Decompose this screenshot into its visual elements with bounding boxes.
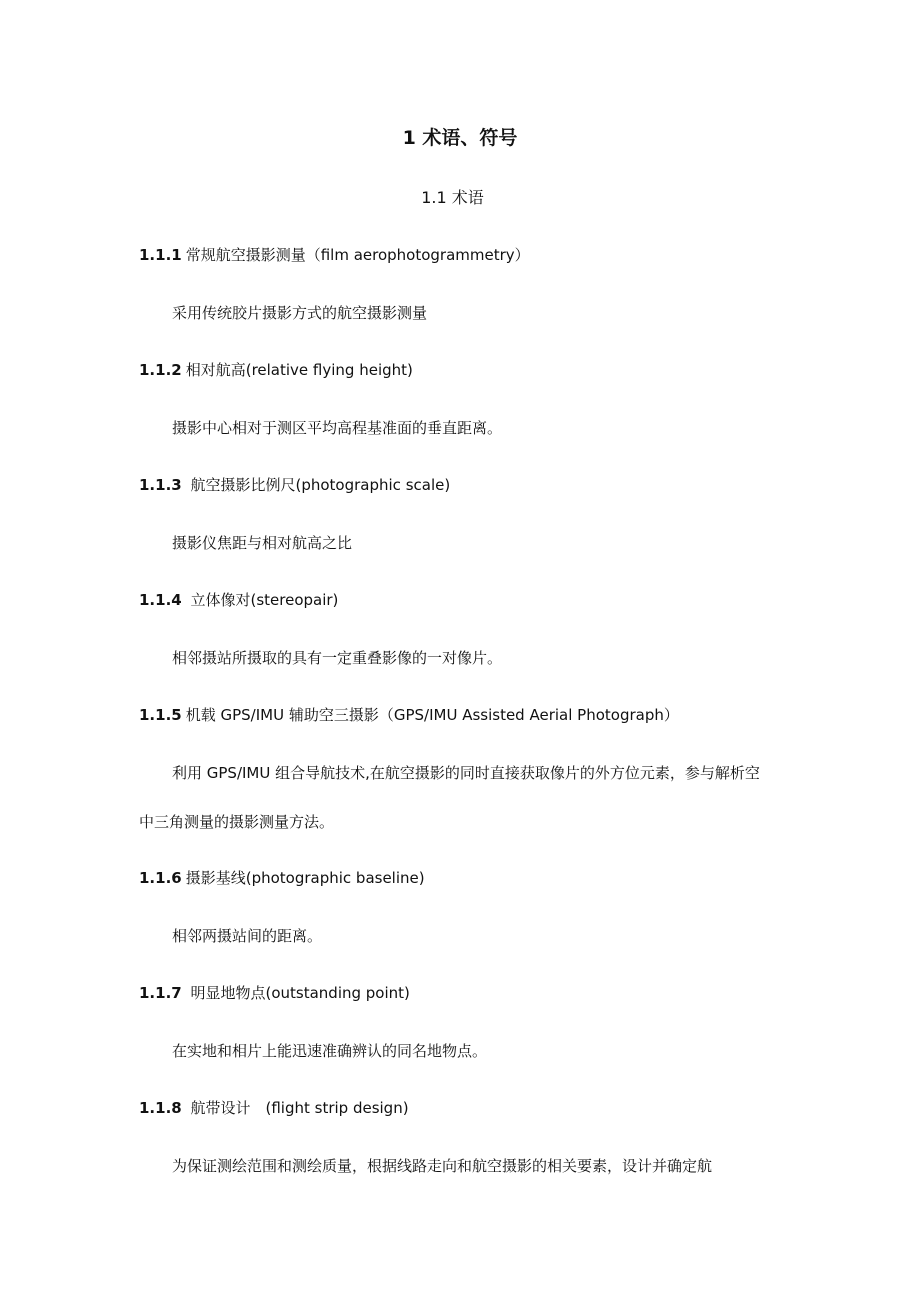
- term-heading: [139, 703, 770, 727]
- term-number: 1.1.4: [139, 591, 182, 609]
- term-name: 摄影基线(photographic baseline): [185, 869, 425, 887]
- term-definition: 采用传统胶片摄影方式的航空摄影测量: [172, 304, 428, 322]
- term-definition: 为保证测绘范围和测绘质量，根据线路走向和航空摄影的相关要素，设计并确定航: [172, 1157, 713, 1175]
- term-number: 1.1.5: [139, 706, 182, 724]
- term-name: 航带设计 (flight strip design): [185, 1099, 409, 1117]
- term-heading: [139, 588, 770, 612]
- term-name: 明显地物点(outstanding point): [185, 984, 410, 1002]
- term-entry: [139, 473, 770, 555]
- term-name: 机载 GPS/IMU 辅助空三摄影（GPS/IMU Assisted Aerial Photograph）: [185, 706, 679, 724]
- term-name: 航空摄影比例尺(photographic scale): [185, 476, 451, 494]
- term-definition: 利用 GPS/IMU 组合导航技术,在航空摄影的同时直接获取像片的外方位元素，参与解析空中三角测量的摄影测量方法。: [139, 764, 760, 831]
- term-entry: [139, 866, 770, 948]
- term-name: 立体像对(stereopair): [185, 591, 339, 609]
- term-number: 1.1.6: [139, 869, 182, 887]
- term-number: 1.1.2: [139, 361, 182, 379]
- term-name: 常规航空摄影测量（film aerophotogrammetry）: [185, 246, 530, 264]
- term-heading: [139, 981, 770, 1005]
- term-definition: 摄影仪焦距与相对航高之比: [172, 534, 353, 552]
- term-number: 1.1.1: [139, 246, 182, 264]
- term-definition: 相邻两摄站间的距离。: [172, 927, 323, 945]
- term-heading: [139, 243, 770, 267]
- term-heading: [139, 473, 770, 497]
- term-number: 1.1.3: [139, 476, 182, 494]
- term-entry: [139, 703, 770, 847]
- term-entry: [139, 358, 770, 440]
- term-entry: [139, 981, 770, 1063]
- term-definition: 相邻摄站所摄取的具有一定重叠影像的一对像片。: [172, 649, 503, 667]
- term-entry: [139, 243, 770, 325]
- term-entry: [139, 1096, 770, 1178]
- term-definition: 在实地和相片上能迅速准确辨认的同名地物点。: [172, 1042, 488, 1060]
- term-number: 1.1.7: [139, 984, 182, 1002]
- term-heading: [139, 1096, 770, 1120]
- term-name: 相对航高(relative flying height): [185, 361, 413, 379]
- term-number: 1.1.8: [139, 1099, 182, 1117]
- term-entry: [139, 588, 770, 670]
- chapter-title: 1 术语、符号: [402, 127, 518, 149]
- section-title: 1.1 术语: [421, 188, 484, 207]
- term-heading: [139, 358, 770, 382]
- term-definition: 摄影中心相对于测区平均高程基准面的垂直距离。: [172, 419, 503, 437]
- term-heading: [139, 866, 770, 890]
